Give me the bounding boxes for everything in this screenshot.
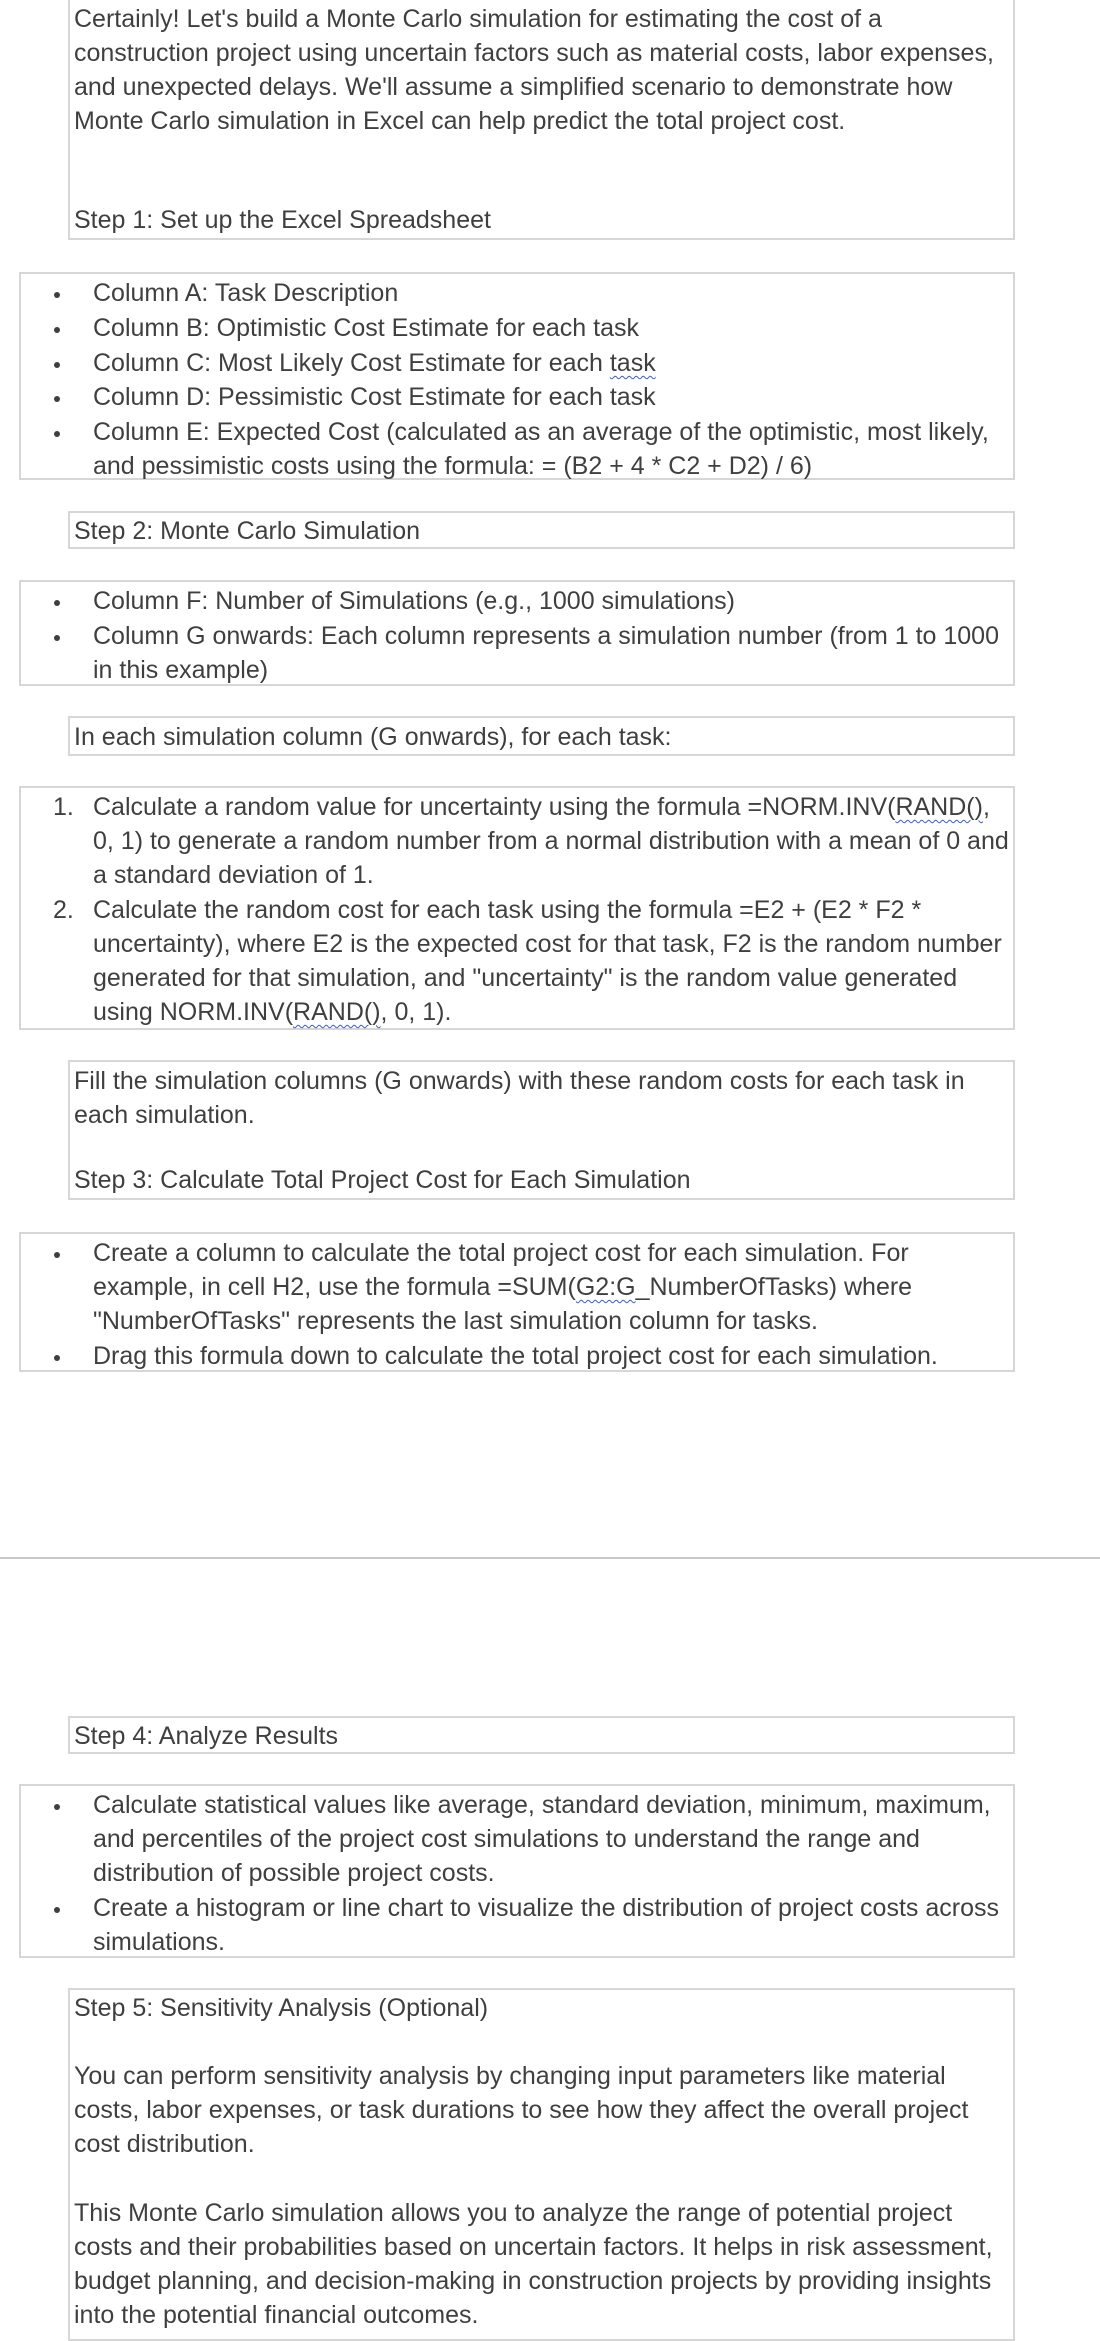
spellcheck-word[interactable]: RAND() bbox=[895, 793, 983, 821]
list-number: 2. bbox=[53, 896, 74, 924]
list-item-text: Calculate a random value for uncertainty using the formula =NORM.INV( bbox=[93, 793, 896, 821]
step5-paragraph-1: You can perform sensitivity analysis by changing input parameters like material costs, labor expenses, or task durations to see how they affect the overall project cost distribution. bbox=[74, 2062, 969, 2158]
list-item-text: , 0, 1) to generate a random number from a normal distribution with a mean of 0 and a standard deviation of 1. bbox=[93, 793, 1009, 889]
step3-list bbox=[21, 1236, 1013, 1373]
fill-note: Fill the simulation columns (G onwards) with these random costs for each task in each simulation. bbox=[74, 1067, 965, 1129]
list-item-text: , 0, 1). bbox=[380, 998, 452, 1026]
step4-heading-block bbox=[68, 1716, 1015, 1754]
step5-paragraph-2: This Monte Carlo simulation allows you to analyze the range of potential project costs and their probabilities based on uncertain factors. It helps in risk assessment, budget planning, and decision-making in construction projects by providing insights into the potential financial outcomes. bbox=[74, 2199, 993, 2329]
step2-heading: Step 2: Monte Carlo Simulation bbox=[74, 517, 421, 545]
list-item bbox=[21, 346, 999, 380]
list-item-text: Column C: Most Likely Cost Estimate for each bbox=[93, 349, 610, 377]
step2-subheading-block bbox=[68, 716, 1015, 756]
list-item-text: Create a column to calculate the total project cost for each simulation. For example, in cell H2, use the formula =SUM( bbox=[93, 1239, 909, 1301]
step3-list-block bbox=[19, 1232, 1015, 1372]
step1-list-block bbox=[19, 272, 1015, 480]
list-item bbox=[21, 1339, 989, 1373]
list-item-text: Drag this formula down to calculate the total project cost for each simulation. bbox=[93, 1342, 938, 1370]
step2-numbered-list bbox=[21, 790, 1013, 1029]
step3-heading-block bbox=[68, 1060, 1015, 1200]
step5-block bbox=[68, 1988, 1015, 2341]
list-item bbox=[21, 380, 999, 414]
step1-list bbox=[21, 276, 1013, 483]
list-item-text: Column B: Optimistic Cost Estimate for each task bbox=[93, 314, 640, 342]
step2-numbered-block bbox=[19, 786, 1015, 1030]
step5-heading: Step 5: Sensitivity Analysis (Optional) bbox=[74, 1994, 489, 2022]
step2-list bbox=[21, 584, 1013, 687]
list-item-text: Column E: Expected Cost (calculated as an average of the optimistic, most likely, and pessimistic costs using the formula: = (B2 + 4 * C2 + D2) / 6) bbox=[93, 418, 989, 480]
step4-heading: Step 4: Analyze Results bbox=[74, 1722, 339, 1750]
spellcheck-word[interactable]: G2:G bbox=[575, 1273, 636, 1301]
list-item-text: Create a histogram or line chart to visualize the distribution of project costs across simulations. bbox=[93, 1894, 999, 1956]
list-item bbox=[21, 893, 1009, 1029]
page-break bbox=[0, 1557, 1100, 1559]
list-item-text: Column F: Number of Simulations (e.g., 1000 simulations) bbox=[93, 587, 735, 615]
list-item bbox=[21, 415, 999, 483]
step2-heading-block bbox=[68, 511, 1015, 549]
spellcheck-word[interactable]: RAND() bbox=[293, 998, 381, 1026]
list-item bbox=[21, 619, 1007, 687]
list-item bbox=[21, 1788, 999, 1890]
list-item-text: Calculate the random cost for each task using the formula =E2 + (E2 * F2 * uncertainty), where E2 is the expected cost for that task, F2 is the random number generated for that simulation, and "uncertainty" is the random value generated using NORM.INV( bbox=[93, 896, 1002, 1026]
intro-paragraph: Certainly! Let's build a Monte Carlo simulation for estimating the cost of a construction project using uncertain factors such as material costs, labor expenses, and unexpected delays. We'll assume a simplified scenario to demonstrate how Monte Carlo simulation in Excel can help predict the total project cost. bbox=[74, 5, 994, 135]
list-item-text: Column G onwards: Each column represents a simulation number (from 1 to 1000 in this example) bbox=[93, 622, 999, 684]
spellcheck-word[interactable]: task bbox=[609, 349, 656, 377]
list-item bbox=[21, 311, 999, 345]
step4-list bbox=[21, 1788, 1013, 1959]
list-number: 1. bbox=[53, 793, 74, 821]
list-item-text: _NumberOfTasks) where "NumberOfTasks" represents the last simulation column for tasks. bbox=[93, 1273, 913, 1335]
step1-heading: Step 1: Set up the Excel Spreadsheet bbox=[74, 206, 491, 234]
step2-subheading: In each simulation column (G onwards), for each task: bbox=[74, 723, 672, 751]
step4-list-block bbox=[19, 1784, 1015, 1958]
intro-block bbox=[68, 0, 1015, 240]
list-item-text: Column A: Task Description bbox=[93, 279, 399, 307]
step3-heading: Step 3: Calculate Total Project Cost for Each Simulation bbox=[74, 1166, 691, 1194]
list-item bbox=[21, 1236, 989, 1338]
list-item-text: Column D: Pessimistic Cost Estimate for each task bbox=[93, 383, 656, 411]
list-item bbox=[21, 276, 999, 310]
step2-list-block bbox=[19, 580, 1015, 686]
list-item bbox=[21, 584, 1007, 618]
list-item bbox=[21, 790, 1009, 892]
list-item-text: Calculate statistical values like average, standard deviation, minimum, maximum, and percentiles of the project cost simulations to understand the range and distribution of possible project costs. bbox=[93, 1791, 991, 1887]
list-item bbox=[21, 1891, 999, 1959]
